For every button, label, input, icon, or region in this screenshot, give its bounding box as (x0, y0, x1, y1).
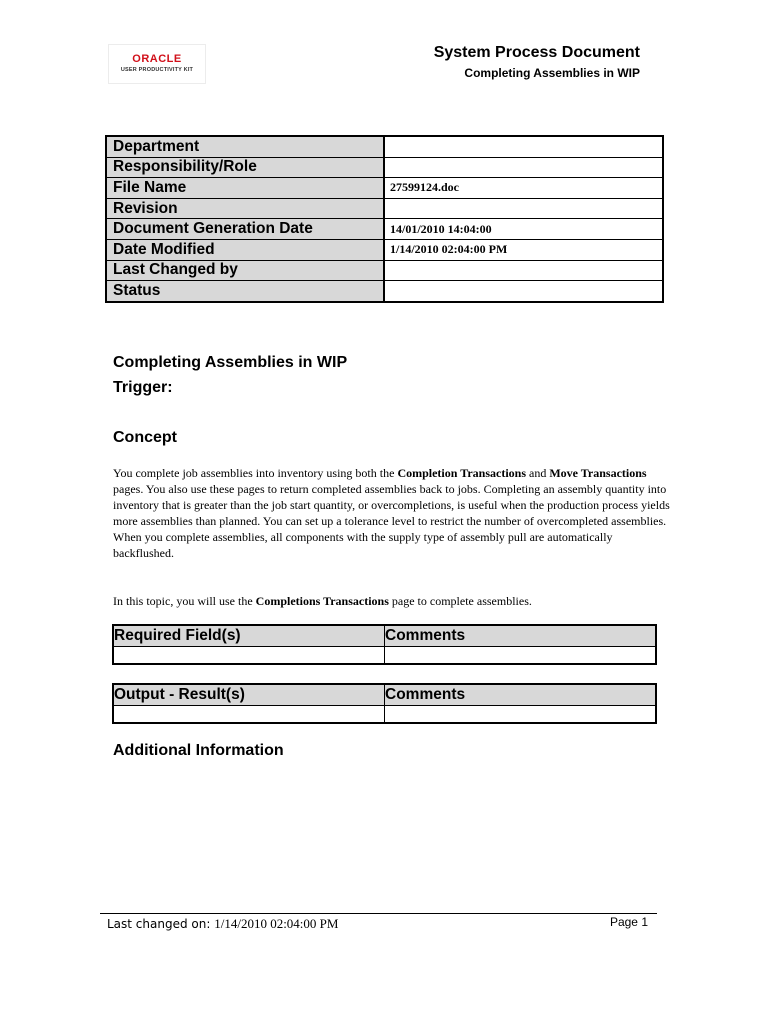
emphasis-move-transactions: Move Transactions (549, 466, 647, 480)
column-header: Comments (385, 684, 657, 706)
table-row (106, 281, 663, 302)
footer-divider (100, 913, 657, 914)
table-row (113, 706, 656, 724)
table-header-row (113, 625, 656, 647)
table-row (106, 178, 663, 199)
meta-label: Responsibility/Role (106, 157, 384, 178)
topic-paragraph (113, 593, 673, 609)
trigger-heading: Trigger: (113, 379, 173, 396)
meta-label: Date Modified (106, 239, 384, 260)
meta-value (384, 157, 663, 178)
table-header-row (113, 684, 656, 706)
table-row (106, 198, 663, 219)
table-row (106, 260, 663, 281)
document-title: System Process Document (433, 44, 640, 61)
table-row (113, 647, 656, 665)
meta-label: Document Generation Date (106, 219, 384, 240)
meta-value: 27599124.doc (384, 178, 663, 199)
table-cell (113, 647, 385, 665)
output-results-table (112, 683, 657, 724)
meta-label: Revision (106, 198, 384, 219)
text-run: page to complete assemblies. (388, 594, 532, 608)
column-header: Output - Result(s) (113, 684, 385, 706)
logo-product: USER PRODUCTIVITY KIT (120, 67, 194, 73)
table-cell (113, 706, 385, 724)
meta-value (384, 281, 663, 302)
concept-heading: Concept (113, 429, 177, 446)
required-fields-table (112, 624, 657, 665)
footer-label: Last changed on: (107, 917, 215, 931)
meta-value: 14/01/2010 14:04:00 (384, 219, 663, 240)
text-run: and (526, 466, 550, 480)
meta-label: Status (106, 281, 384, 302)
meta-label: Department (106, 136, 384, 157)
additional-information-heading: Additional Information (113, 742, 284, 759)
concept-paragraph (113, 465, 673, 561)
emphasis-completion-transactions: Completion Transactions (397, 466, 527, 480)
text-run: In this topic, you will use the (113, 594, 256, 608)
meta-value (384, 260, 663, 281)
page-number: Page 1 (609, 915, 648, 929)
oracle-upk-logo (108, 44, 206, 84)
meta-value: 1/14/2010 02:04:00 PM (384, 239, 663, 260)
meta-label: File Name (106, 178, 384, 199)
column-header: Required Field(s) (113, 625, 385, 647)
column-header: Comments (385, 625, 657, 647)
table-row (106, 157, 663, 178)
footer-date: 1/14/2010 02:04:00 PM (214, 916, 339, 931)
table-cell (385, 647, 657, 665)
table-cell (385, 706, 657, 724)
table-row (106, 239, 663, 260)
emphasis-completions-transactions: Completions Transactions (255, 594, 389, 608)
text-run: You complete job assemblies into inventory using both the (113, 466, 398, 480)
text-run: pages. You also use these pages to return completed assemblies back to jobs. Completing an assembly quantity into inventory that is greater than the job start quantity, or overcompletions, is useful when the production process yields more assemblies than planned. You can set up a tolerance level to restrict the number of overcompleted assemblies. When you complete assemblies, all components with the supply type of assembly pull are automatically backflushed. (113, 482, 670, 560)
document-metadata-table (105, 135, 664, 303)
document-subtitle: Completing Assemblies in WIP (464, 66, 640, 80)
meta-value (384, 136, 663, 157)
table-row (106, 219, 663, 240)
meta-label: Last Changed by (106, 260, 384, 281)
section-title: Completing Assemblies in WIP (113, 354, 348, 371)
logo-brand: ORACLE (132, 53, 182, 65)
footer-last-changed (107, 916, 338, 932)
meta-value (384, 198, 663, 219)
table-row (106, 136, 663, 157)
